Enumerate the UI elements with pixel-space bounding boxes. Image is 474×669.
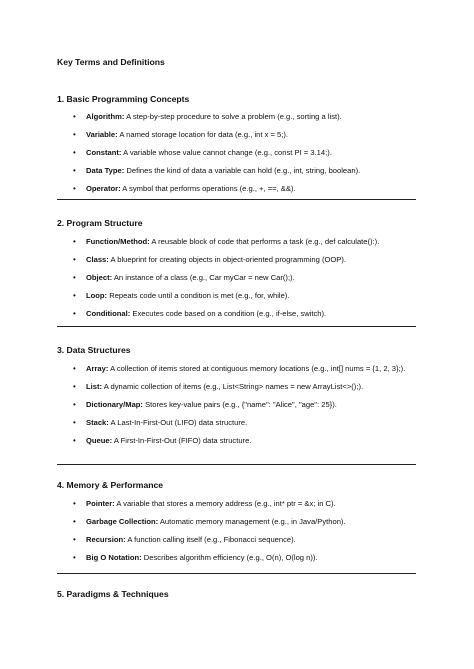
bullet-icon: • [73, 400, 76, 409]
term: Array: [86, 364, 109, 373]
definition: A dynamic collection of items (e.g., List<String> names = new ArrayList<>();). [102, 382, 364, 391]
term-list [57, 112, 416, 195]
term: Data Type: [86, 166, 125, 175]
bullet-icon: • [73, 382, 76, 391]
section-heading: 5. Paradigms & Techniques [57, 589, 169, 599]
bullet-icon: • [73, 184, 76, 193]
bullet-icon: • [73, 309, 76, 318]
list-item [57, 436, 416, 447]
definition: An instance of a class (e.g., Car myCar = new Car();). [112, 273, 295, 282]
section-heading: 3. Data Structures [57, 345, 131, 355]
term-list [57, 499, 416, 564]
document-title: Key Terms and Definitions [57, 57, 165, 67]
bullet-icon: • [73, 436, 76, 445]
definition: Stores key-value pairs (e.g., {"name": "Alice", "age": 25}). [142, 400, 337, 409]
term: Class: [86, 255, 109, 264]
definition: A reusable block of code that performs a task (e.g., def calculate():). [149, 237, 380, 246]
definition: Describes algorithm efficiency (e.g., O(n), O(log n)). [141, 553, 318, 562]
definition: A First-In-First-Out (FIFO) data structure. [112, 436, 252, 445]
term: Algorithm: [86, 112, 125, 121]
divider [57, 326, 416, 327]
bullet-icon: • [73, 112, 76, 121]
list-item [57, 382, 416, 393]
definition: A symbol that performs operations (e.g., +, ==, &&). [120, 184, 296, 193]
definition: Defines the kind of data a variable can hold (e.g., int, string, boolean). [124, 166, 361, 175]
term: Function/Method: [86, 237, 150, 246]
divider [57, 464, 416, 465]
term-list [57, 364, 416, 447]
term: Recursion: [86, 535, 126, 544]
definition: A variable whose value cannot change (e.g., const PI = 3.14;). [121, 148, 332, 157]
bullet-icon: • [73, 364, 76, 373]
section-data-structures [57, 345, 416, 447]
bullet-icon: • [73, 418, 76, 427]
section-program-structure [57, 218, 416, 320]
term: Variable: [86, 130, 118, 139]
term: Loop: [86, 291, 108, 300]
definition: Executes code based on a condition (e.g., if-else, switch). [130, 309, 327, 318]
bullet-icon: • [73, 517, 76, 526]
list-item [57, 553, 416, 564]
list-item [57, 517, 416, 528]
list-item [57, 400, 416, 411]
section-paradigms-techniques [57, 589, 416, 600]
term: Big O Notation: [86, 553, 142, 562]
list-item [57, 255, 416, 266]
list-item [57, 418, 416, 429]
bullet-icon: • [73, 166, 76, 175]
section-heading: 1. Basic Programming Concepts [57, 94, 190, 104]
definition: Repeats code until a condition is met (e.g., for, while). [107, 291, 290, 300]
term: Conditional: [86, 309, 131, 318]
section-basic-programming-concepts [57, 94, 416, 195]
term: Queue: [86, 436, 113, 445]
term: Garbage Collection: [86, 517, 159, 526]
bullet-icon: • [73, 148, 76, 157]
list-item [57, 273, 416, 284]
term: Constant: [86, 148, 122, 157]
term: List: [86, 382, 103, 391]
list-item [57, 237, 416, 248]
list-item [57, 364, 416, 375]
bullet-icon: • [73, 535, 76, 544]
term: Pointer: [86, 499, 115, 508]
definition: A collection of items stored at contiguous memory locations (e.g., int[] nums = {1, 2, 3};). [108, 364, 406, 373]
definition: A function calling itself (e.g., Fibonacci sequence). [125, 535, 296, 544]
section-heading: 4. Memory & Performance [57, 480, 164, 490]
term: Dictionary/Map: [86, 400, 143, 409]
divider [57, 573, 416, 574]
definition: Automatic memory management (e.g., in Java/Python). [158, 517, 346, 526]
list-item [57, 148, 416, 159]
bullet-icon: • [73, 237, 76, 246]
list-item [57, 535, 416, 546]
bullet-icon: • [73, 273, 76, 282]
bullet-icon: • [73, 291, 76, 300]
divider [57, 199, 416, 200]
bullet-icon: • [73, 130, 76, 139]
list-item [57, 130, 416, 141]
section-heading: 2. Program Structure [57, 218, 143, 228]
list-item [57, 291, 416, 302]
definition: A variable that stores a memory address (e.g., int* ptr = &x; in C). [114, 499, 336, 508]
list-item [57, 499, 416, 510]
definition: A Last-In-First-Out (LIFO) data structure. [108, 418, 248, 427]
list-item [57, 112, 416, 123]
list-item [57, 309, 416, 320]
bullet-icon: • [73, 255, 76, 264]
term: Operator: [86, 184, 121, 193]
bullet-icon: • [73, 499, 76, 508]
list-item [57, 166, 416, 177]
term: Object: [86, 273, 113, 282]
section-memory-performance [57, 480, 416, 564]
term-list [57, 237, 416, 320]
definition: A step-by-step procedure to solve a problem (e.g., sorting a list). [124, 112, 342, 121]
list-item [57, 184, 416, 195]
definition: A blueprint for creating objects in object-oriented programming (OOP). [108, 255, 347, 264]
term: Stack: [86, 418, 109, 427]
bullet-icon: • [73, 553, 76, 562]
definition: A named storage location for data (e.g., int x = 5;). [117, 130, 288, 139]
